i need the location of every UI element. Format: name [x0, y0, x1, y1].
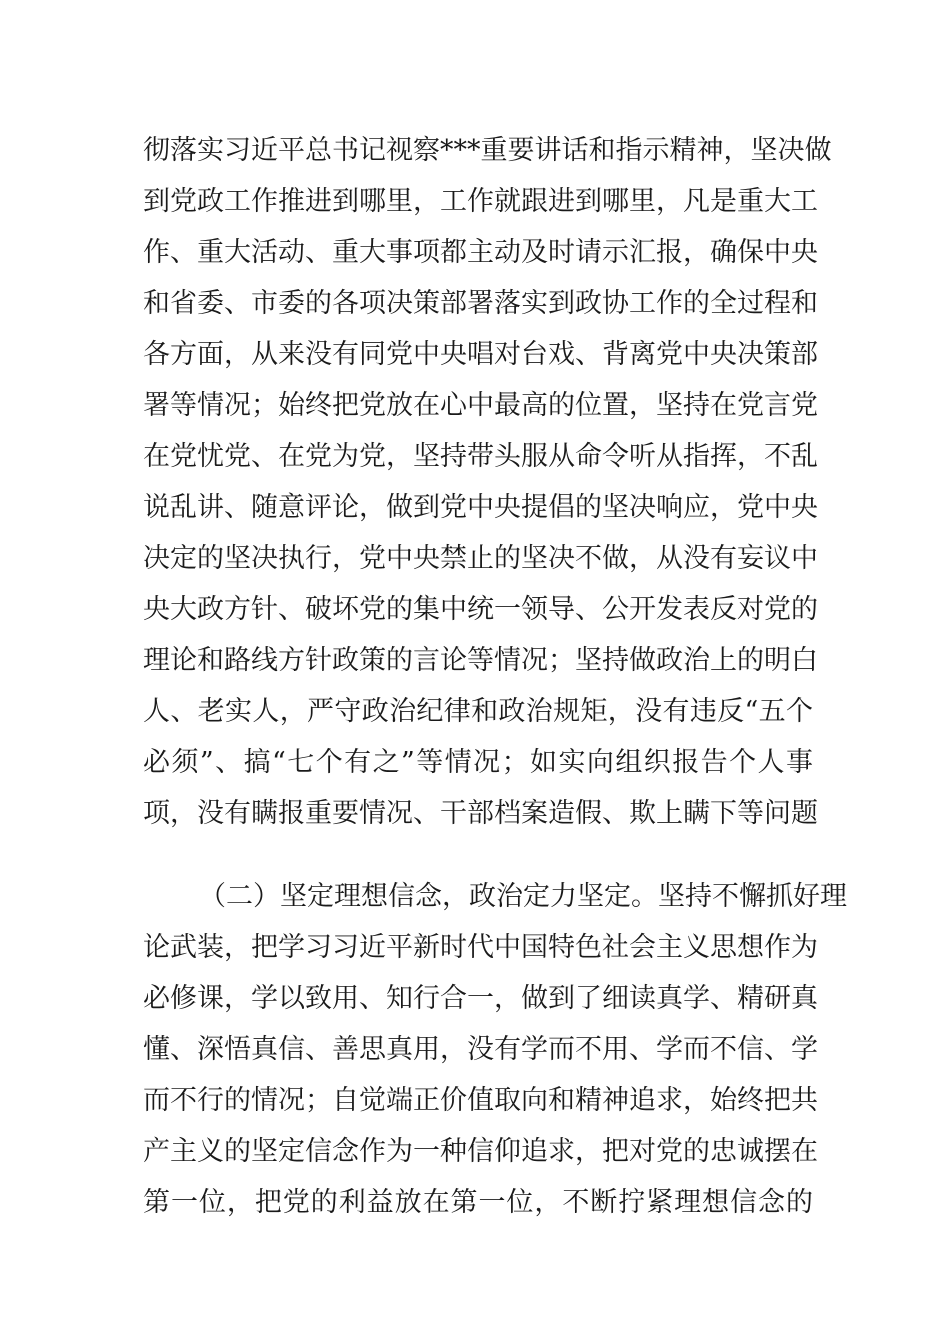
text-line: （二）坚定理想信念，政治定力坚定。坚持不懈抓好理	[199, 881, 847, 912]
text-line: 在党忧党、在党为党，坚持带头服从命令听从指挥，不乱	[143, 441, 818, 472]
text-line: 而不行的情况；自觉端正价值取向和精神追求，始终把共	[143, 1085, 818, 1116]
text-line: 和省委、市委的各项决策部署落实到政协工作的全过程和	[143, 288, 818, 319]
text-line: 人、老实人，严守政治纪律和政治规矩，没有违反“五个	[143, 696, 813, 727]
text-line: 懂、深悟真信、善思真用，没有学而不用、学而不信、学	[143, 1034, 818, 1065]
text-line: 必须”、搞“七个有之”等情况；如实向组织报告个人事	[143, 747, 813, 778]
text-line: 第一位，把党的利益放在第一位，不断拧紧理想信念的	[143, 1187, 813, 1218]
text-line: 决定的坚决执行，党中央禁止的坚决不做，从没有妄议中	[143, 543, 818, 574]
text-line: 论武装，把学习习近平新时代中国特色社会主义思想作为	[143, 932, 818, 963]
text-line: 理论和路线方针政策的言论等情况；坚持做政治上的明白	[143, 645, 818, 676]
text-line: 彻落实习近平总书记视察***重要讲话和指示精神，坚决做	[143, 135, 832, 166]
text-line: 说乱讲、随意评论，做到党中央提倡的坚决响应，党中央	[143, 492, 818, 523]
text-line: 署等情况；始终把党放在心中最高的位置，坚持在党言党	[143, 390, 818, 421]
text-line: 必修课，学以致用、知行合一，做到了细读真学、精研真	[143, 983, 818, 1014]
text-line: 央大政方针、破坏党的集中统一领导、公开发表反对党的	[143, 594, 818, 625]
text-line: 作、重大活动、重大事项都主动及时请示汇报，确保中央	[143, 237, 818, 268]
text-line: 到党政工作推进到哪里，工作就跟进到哪里，凡是重大工	[143, 186, 818, 217]
text-line: 产主义的坚定信念作为一种信仰追求，把对党的忠诚摆在	[143, 1136, 818, 1167]
text-line: 各方面，从来没有同党中央唱对台戏、背离党中央决策部	[143, 339, 818, 370]
text-line: 项，没有瞒报重要情况、干部档案造假、欺上瞒下等问题	[143, 798, 818, 829]
